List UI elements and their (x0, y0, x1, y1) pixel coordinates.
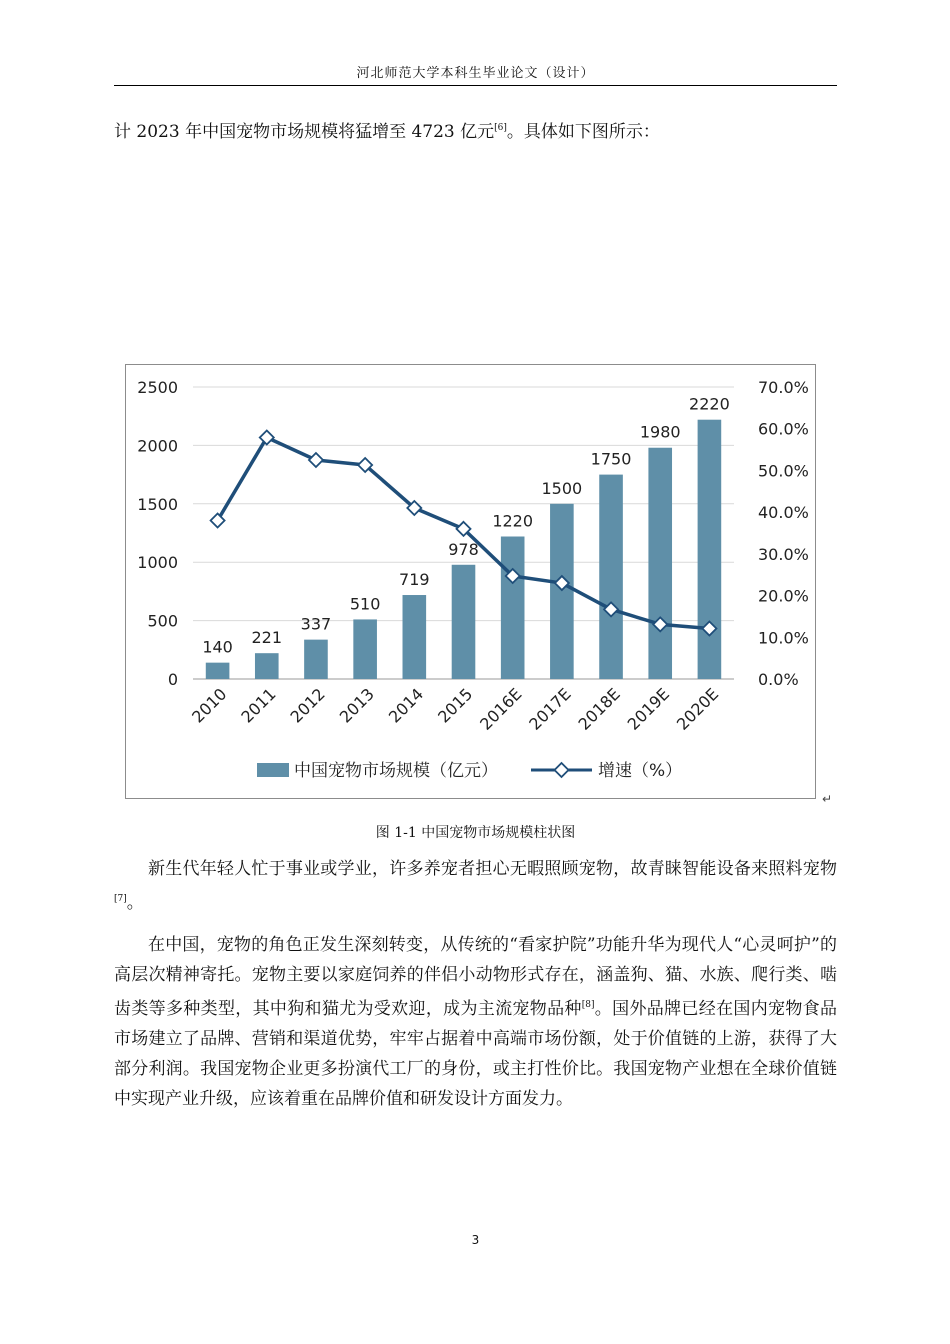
bar-data-label: 140 (202, 637, 233, 657)
bar (403, 595, 427, 679)
bar-data-label: 1220 (492, 511, 534, 531)
market-size-chart (125, 364, 816, 799)
y-left-tick-label: 2500 (137, 378, 178, 397)
bar (304, 640, 328, 679)
bar-data-label: 2220 (689, 394, 730, 414)
bar-data-label: 1980 (639, 422, 681, 442)
bar-data-label: 978 (448, 539, 479, 559)
bar-data-label: 1750 (590, 449, 632, 469)
intro-line (114, 114, 837, 146)
legend-label: 增速（%） (598, 761, 683, 781)
bar (452, 565, 476, 679)
x-tick-label: 2013 (335, 684, 378, 727)
bar (501, 537, 525, 679)
legend-bar-swatch (257, 763, 289, 777)
chart-svg (126, 365, 817, 800)
bar (255, 653, 279, 679)
bar-data-label: 1500 (541, 478, 583, 498)
bar (698, 420, 722, 679)
y-left-tick-label: 0 (167, 670, 178, 689)
y-right-tick-label: 50.0% (758, 461, 809, 481)
paragraph-2 (114, 930, 837, 1114)
citation-ref: [7] (114, 894, 127, 904)
figure-caption: 图 1-1 中国宠物市场规模柱状图 (375, 825, 576, 841)
paragraph-1-tail: 。 (126, 893, 144, 913)
x-tick-label: 2012 (286, 684, 329, 727)
bar-data-label: 337 (300, 614, 332, 634)
bar (599, 475, 623, 679)
y-left-tick-label: 1500 (137, 494, 178, 514)
x-tick-label: 2017E (525, 684, 575, 734)
page-header: 河北师范大学本科生毕业论文（设计） (114, 62, 837, 86)
y-left-tick-label: 2000 (137, 436, 178, 456)
y-right-tick-label: 10.0% (758, 628, 809, 648)
y-right-tick-label: 40.0% (758, 503, 809, 523)
x-tick-label: 2014 (384, 684, 428, 727)
y-right-tick-label: 70.0% (758, 378, 809, 397)
y-right-tick-label: 20.0% (758, 586, 809, 606)
bar (550, 504, 574, 679)
legend-marker (555, 763, 569, 777)
bar-data-label: 221 (251, 628, 283, 648)
paragraph-2-text: 在中国，宠物的角色正发生深刻转变，从传统的“看家护院”功能升华为现代人“心灵呵护”的高层次精神寄托。宠物主要以家庭饲养的伴侣小动物形式存在，涵盖狗、猫、水族、爬行类、啮齿类等多种类型，其中狗和猫尤为受欢迎，成为主流宠物品种 (114, 935, 837, 1019)
bar (648, 448, 672, 679)
citation-ref: [8] (581, 1000, 595, 1010)
x-tick-label: 2018E (574, 684, 624, 734)
paragraph-1-text: 新生代年轻人忙于事业或学业，许多养宠者担心无暇照顾宠物，故青睐智能设备来照料宠物 (148, 859, 837, 879)
x-tick-label: 2011 (237, 684, 280, 727)
bar-data-label: 510 (349, 594, 381, 614)
bar-data-label: 719 (399, 570, 430, 590)
y-right-tick-label: 0.0% (758, 670, 799, 689)
page-number: 3 (471, 1233, 480, 1247)
legend-label: 中国宠物市场规模（亿元） (294, 761, 498, 781)
x-tick-label: 2019E (623, 684, 674, 734)
y-right-tick-label: 60.0% (758, 419, 809, 439)
citation-ref: [6] (494, 123, 507, 133)
y-right-tick-label: 30.0% (758, 544, 809, 564)
x-tick-label: 2020E (672, 684, 723, 734)
return-mark: ↵ (822, 792, 833, 806)
intro-text: 计 2023 年中国宠物市场规模将猛增至 4723 亿元 (114, 122, 495, 142)
paragraph-1 (114, 854, 837, 918)
y-left-tick-label: 500 (147, 611, 178, 631)
paragraph-2-tail: 。国外品牌已经在国内宠物食品市场建立了品牌、营销和渠道优势，牢牢占据着中高端市场份额，处于价值链的上游，获得了大部分利润。我国宠物企业更多扮演代工厂的身份，或主打性价比。我国宠物产业想在全球价值链中实现产业升级，应该着重在品牌价值和研发设计方面发力。 (114, 999, 838, 1109)
intro-tail: 。具体如下图所示： (506, 122, 660, 142)
growth-rate-marker (309, 453, 323, 467)
x-tick-label: 2016E (476, 684, 526, 734)
bar (353, 619, 377, 679)
bar (206, 663, 230, 679)
x-tick-label: 2015 (434, 684, 477, 727)
x-tick-label: 2010 (188, 684, 231, 727)
y-left-tick-label: 1000 (137, 553, 178, 573)
